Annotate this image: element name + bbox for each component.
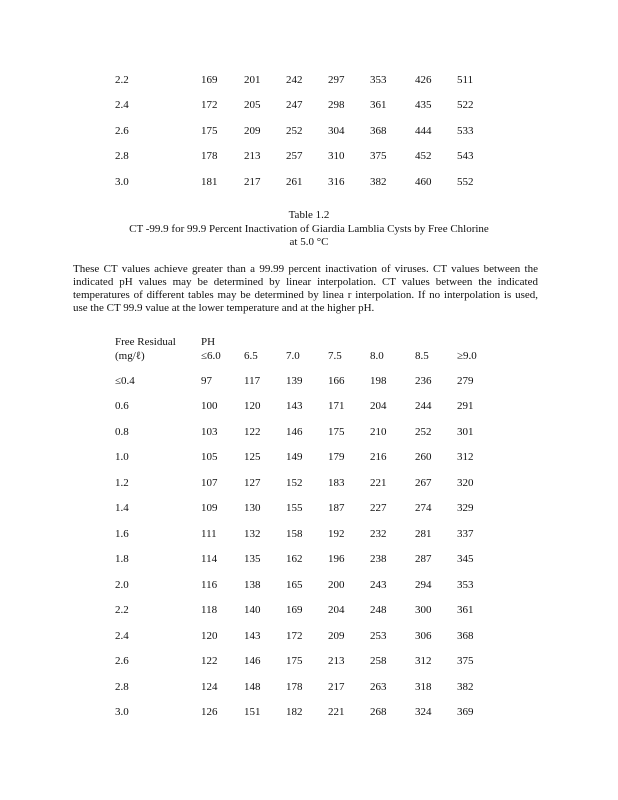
table-row	[115, 496, 497, 522]
table-row	[115, 118, 497, 144]
ct-value-cell: 298	[328, 99, 345, 112]
ct-value-cell: 171	[328, 400, 345, 413]
ct-value-cell: 291	[457, 400, 474, 413]
ct-value-cell: 533	[457, 124, 474, 137]
ct-value-cell: 178	[201, 150, 218, 163]
ct-value-cell: 257	[286, 150, 303, 163]
ct-value-cell: 300	[415, 604, 432, 617]
table-row	[115, 547, 497, 573]
table-title: CT -99.9 for 99.9 Percent Inactivation of Giardia Lamblia Cysts by Free Chlorine	[129, 222, 489, 235]
ct-value-cell: 192	[328, 527, 345, 540]
ct-table-continued	[115, 67, 497, 195]
ct-value-cell: 204	[328, 604, 345, 617]
table-caption	[0, 209, 618, 250]
ct-value-cell: 200	[328, 578, 345, 591]
ct-value-cell: 227	[370, 502, 387, 515]
ct-value-cell: 201	[244, 73, 261, 86]
table-row	[115, 598, 497, 624]
table-row	[115, 445, 497, 471]
ct-value-cell: 166	[328, 374, 345, 387]
ct-value-cell: 132	[244, 527, 261, 540]
ct-value-cell: 146	[244, 655, 261, 668]
table-row	[115, 700, 497, 726]
ct-value-cell: 382	[457, 680, 474, 693]
ct-value-cell: 122	[244, 425, 261, 438]
ct-table-5c	[115, 368, 497, 725]
ct-value-cell: 320	[457, 476, 474, 489]
ct-value-cell: 316	[328, 175, 345, 188]
ct-value-cell: 260	[415, 451, 432, 464]
ct-value-cell: 426	[415, 73, 432, 86]
ct-value-cell: 263	[370, 680, 387, 693]
ph-value-header: ≤6.0	[201, 350, 221, 362]
ct-value-cell: 294	[415, 578, 432, 591]
ct-value-cell: 149	[286, 451, 303, 464]
ct-value-cell: 187	[328, 502, 345, 515]
table-row	[115, 368, 497, 394]
ct-value-cell: 444	[415, 124, 432, 137]
ph-value-header: 8.5	[415, 350, 429, 362]
ct-value-cell: 135	[244, 553, 261, 566]
free-residual-unit: (mg/ℓ)	[115, 350, 145, 362]
residual-cell: 0.6	[115, 400, 129, 413]
table-row	[115, 623, 497, 649]
ct-value-cell: 175	[286, 655, 303, 668]
ct-value-cell: 107	[201, 476, 218, 489]
ct-value-cell: 242	[286, 73, 303, 86]
ct-value-cell: 118	[201, 604, 218, 617]
ct-value-cell: 318	[415, 680, 432, 693]
ct-value-cell: 297	[328, 73, 345, 86]
ct-value-cell: 151	[244, 706, 261, 719]
residual-cell: ≤0.4	[115, 374, 135, 387]
ct-value-cell: 252	[286, 124, 303, 137]
ph-value-header: 8.0	[370, 350, 384, 362]
residual-cell: 2.4	[115, 629, 129, 642]
ct-value-cell: 543	[457, 150, 474, 163]
ct-value-cell: 204	[370, 400, 387, 413]
table-row	[115, 144, 497, 170]
ct-value-cell: 165	[286, 578, 303, 591]
ct-value-cell: 236	[415, 374, 432, 387]
ct-value-cell: 114	[201, 553, 218, 566]
ct-value-cell: 97	[201, 374, 212, 387]
ct-value-cell: 248	[370, 604, 387, 617]
residual-cell: 3.0	[115, 175, 129, 188]
ct-value-cell: 175	[328, 425, 345, 438]
ph-value-header: 7.5	[328, 350, 342, 362]
residual-cell: 2.4	[115, 99, 129, 112]
residual-cell: 1.2	[115, 476, 129, 489]
ct-value-cell: 238	[370, 553, 387, 566]
ct-value-cell: 216	[370, 451, 387, 464]
ct-value-cell: 143	[244, 629, 261, 642]
table-row	[115, 674, 497, 700]
ph-header-label: PH	[201, 336, 216, 348]
ct-value-cell: 329	[457, 502, 474, 515]
ct-value-cell: 368	[370, 124, 387, 137]
table-row	[115, 572, 497, 598]
ct-value-cell: 217	[328, 680, 345, 693]
ct-value-cell: 243	[370, 578, 387, 591]
table-row	[115, 470, 497, 496]
ct-value-cell: 126	[201, 706, 218, 719]
ct-value-cell: 124	[201, 680, 218, 693]
ct-value-cell: 172	[201, 99, 218, 112]
ct-value-cell: 312	[415, 655, 432, 668]
ct-value-cell: 267	[415, 476, 432, 489]
residual-cell: 2.8	[115, 680, 129, 693]
free-residual-label: Free Residual	[115, 336, 176, 348]
ct-value-cell: 140	[244, 604, 261, 617]
ct-value-cell: 122	[201, 655, 218, 668]
ct-value-cell: 353	[370, 73, 387, 86]
residual-cell: 1.0	[115, 451, 129, 464]
table-temperature: at 5.0 °C	[289, 236, 329, 248]
ct-value-cell: 109	[201, 502, 218, 515]
ct-value-cell: 183	[328, 476, 345, 489]
ct-value-cell: 258	[370, 655, 387, 668]
residual-cell: 3.0	[115, 706, 129, 719]
ct-value-cell: 103	[201, 425, 218, 438]
ph-value-header: ≥9.0	[457, 350, 477, 362]
ct-value-cell: 253	[370, 629, 387, 642]
ct-value-cell: 375	[457, 655, 474, 668]
ct-table-continued-body	[115, 67, 497, 195]
free-residual-header	[115, 335, 176, 363]
ph-value-header: 7.0	[286, 350, 300, 362]
ct-value-cell: 361	[457, 604, 474, 617]
table-number: Table 1.2	[288, 209, 330, 221]
ct-value-cell: 247	[286, 99, 303, 112]
ct-value-cell: 306	[415, 629, 432, 642]
ct-value-cell: 158	[286, 527, 303, 540]
ct-value-cell: 221	[328, 706, 345, 719]
table-row	[115, 649, 497, 675]
ct-value-cell: 143	[286, 400, 303, 413]
table-row	[115, 394, 497, 420]
ct-value-cell: 155	[286, 502, 303, 515]
ct-value-cell: 337	[457, 527, 474, 540]
ct-value-cell: 139	[286, 374, 303, 387]
ct-value-cell: 522	[457, 99, 474, 112]
ct-value-cell: 511	[457, 73, 474, 86]
residual-cell: 2.6	[115, 655, 129, 668]
ct-table-5c-body	[115, 368, 497, 725]
ct-value-cell: 382	[370, 175, 387, 188]
ct-value-cell: 312	[457, 451, 474, 464]
residual-cell: 0.8	[115, 425, 129, 438]
residual-cell: 2.2	[115, 604, 129, 617]
ct-value-cell: 172	[286, 629, 303, 642]
ct-value-cell: 138	[244, 578, 261, 591]
ct-value-cell: 252	[415, 425, 432, 438]
ct-value-cell: 120	[201, 629, 218, 642]
ct-value-cell: 100	[201, 400, 218, 413]
ct-value-cell: 287	[415, 553, 432, 566]
residual-cell: 1.6	[115, 527, 129, 540]
ct-value-cell: 353	[457, 578, 474, 591]
ct-value-cell: 127	[244, 476, 261, 489]
ct-value-cell: 162	[286, 553, 303, 566]
ct-value-cell: 148	[244, 680, 261, 693]
ct-value-cell: 268	[370, 706, 387, 719]
ct-value-cell: 232	[370, 527, 387, 540]
table-row	[115, 93, 497, 119]
table-row	[115, 521, 497, 547]
ct-value-cell: 105	[201, 451, 218, 464]
ct-value-cell: 304	[328, 124, 345, 137]
ct-value-cell: 169	[286, 604, 303, 617]
ct-value-cell: 310	[328, 150, 345, 163]
table-note: These CT values achieve greater than a 99.99 percent inactivation of viruses. CT values between the indicated pH values may be determined by linear interpolation. CT values between the indicated temperatures of different tables may be determined by linea r interpolation. If no interpolation is used, use the CT 99.9 value at the lower temperature and at the higher pH.	[73, 263, 538, 314]
ct-value-cell: 179	[328, 451, 345, 464]
ct-value-cell: 210	[370, 425, 387, 438]
ct-value-cell: 552	[457, 175, 474, 188]
ct-value-cell: 205	[244, 99, 261, 112]
ct-value-cell: 130	[244, 502, 261, 515]
ct-value-cell: 261	[286, 175, 303, 188]
ct-value-cell: 324	[415, 706, 432, 719]
ct-value-cell: 120	[244, 400, 261, 413]
ct-value-cell: 213	[328, 655, 345, 668]
ct-value-cell: 152	[286, 476, 303, 489]
ct-value-cell: 213	[244, 150, 261, 163]
ct-value-cell: 221	[370, 476, 387, 489]
table-row	[115, 419, 497, 445]
ct-value-cell: 435	[415, 99, 432, 112]
ct-value-cell: 116	[201, 578, 218, 591]
ct-value-cell: 146	[286, 425, 303, 438]
ct-value-cell: 274	[415, 502, 432, 515]
ct-value-cell: 209	[244, 124, 261, 137]
table-row	[115, 67, 497, 93]
ct-value-cell: 111	[201, 527, 217, 540]
ct-value-cell: 361	[370, 99, 387, 112]
ct-value-cell: 244	[415, 400, 432, 413]
ct-value-cell: 460	[415, 175, 432, 188]
ct-value-cell: 452	[415, 150, 432, 163]
ct-value-cell: 345	[457, 553, 474, 566]
ct-value-cell: 178	[286, 680, 303, 693]
residual-cell: 2.2	[115, 73, 129, 86]
ct-value-cell: 182	[286, 706, 303, 719]
ct-value-cell: 209	[328, 629, 345, 642]
ct-value-cell: 369	[457, 706, 474, 719]
ct-value-cell: 181	[201, 175, 218, 188]
residual-cell: 2.8	[115, 150, 129, 163]
residual-cell: 2.6	[115, 124, 129, 137]
ct-value-cell: 217	[244, 175, 261, 188]
ct-value-cell: 368	[457, 629, 474, 642]
ct-value-cell: 175	[201, 124, 218, 137]
ct-value-cell: 301	[457, 425, 474, 438]
ct-value-cell: 169	[201, 73, 218, 86]
ct-value-cell: 117	[244, 374, 261, 387]
residual-cell: 2.0	[115, 578, 129, 591]
ct-value-cell: 281	[415, 527, 432, 540]
ct-value-cell: 125	[244, 451, 261, 464]
table-row	[115, 169, 497, 195]
ct-value-cell: 279	[457, 374, 474, 387]
ct-value-cell: 196	[328, 553, 345, 566]
ph-value-header: 6.5	[244, 350, 258, 362]
residual-cell: 1.8	[115, 553, 129, 566]
residual-cell: 1.4	[115, 502, 129, 515]
ct-value-cell: 375	[370, 150, 387, 163]
ct-value-cell: 198	[370, 374, 387, 387]
